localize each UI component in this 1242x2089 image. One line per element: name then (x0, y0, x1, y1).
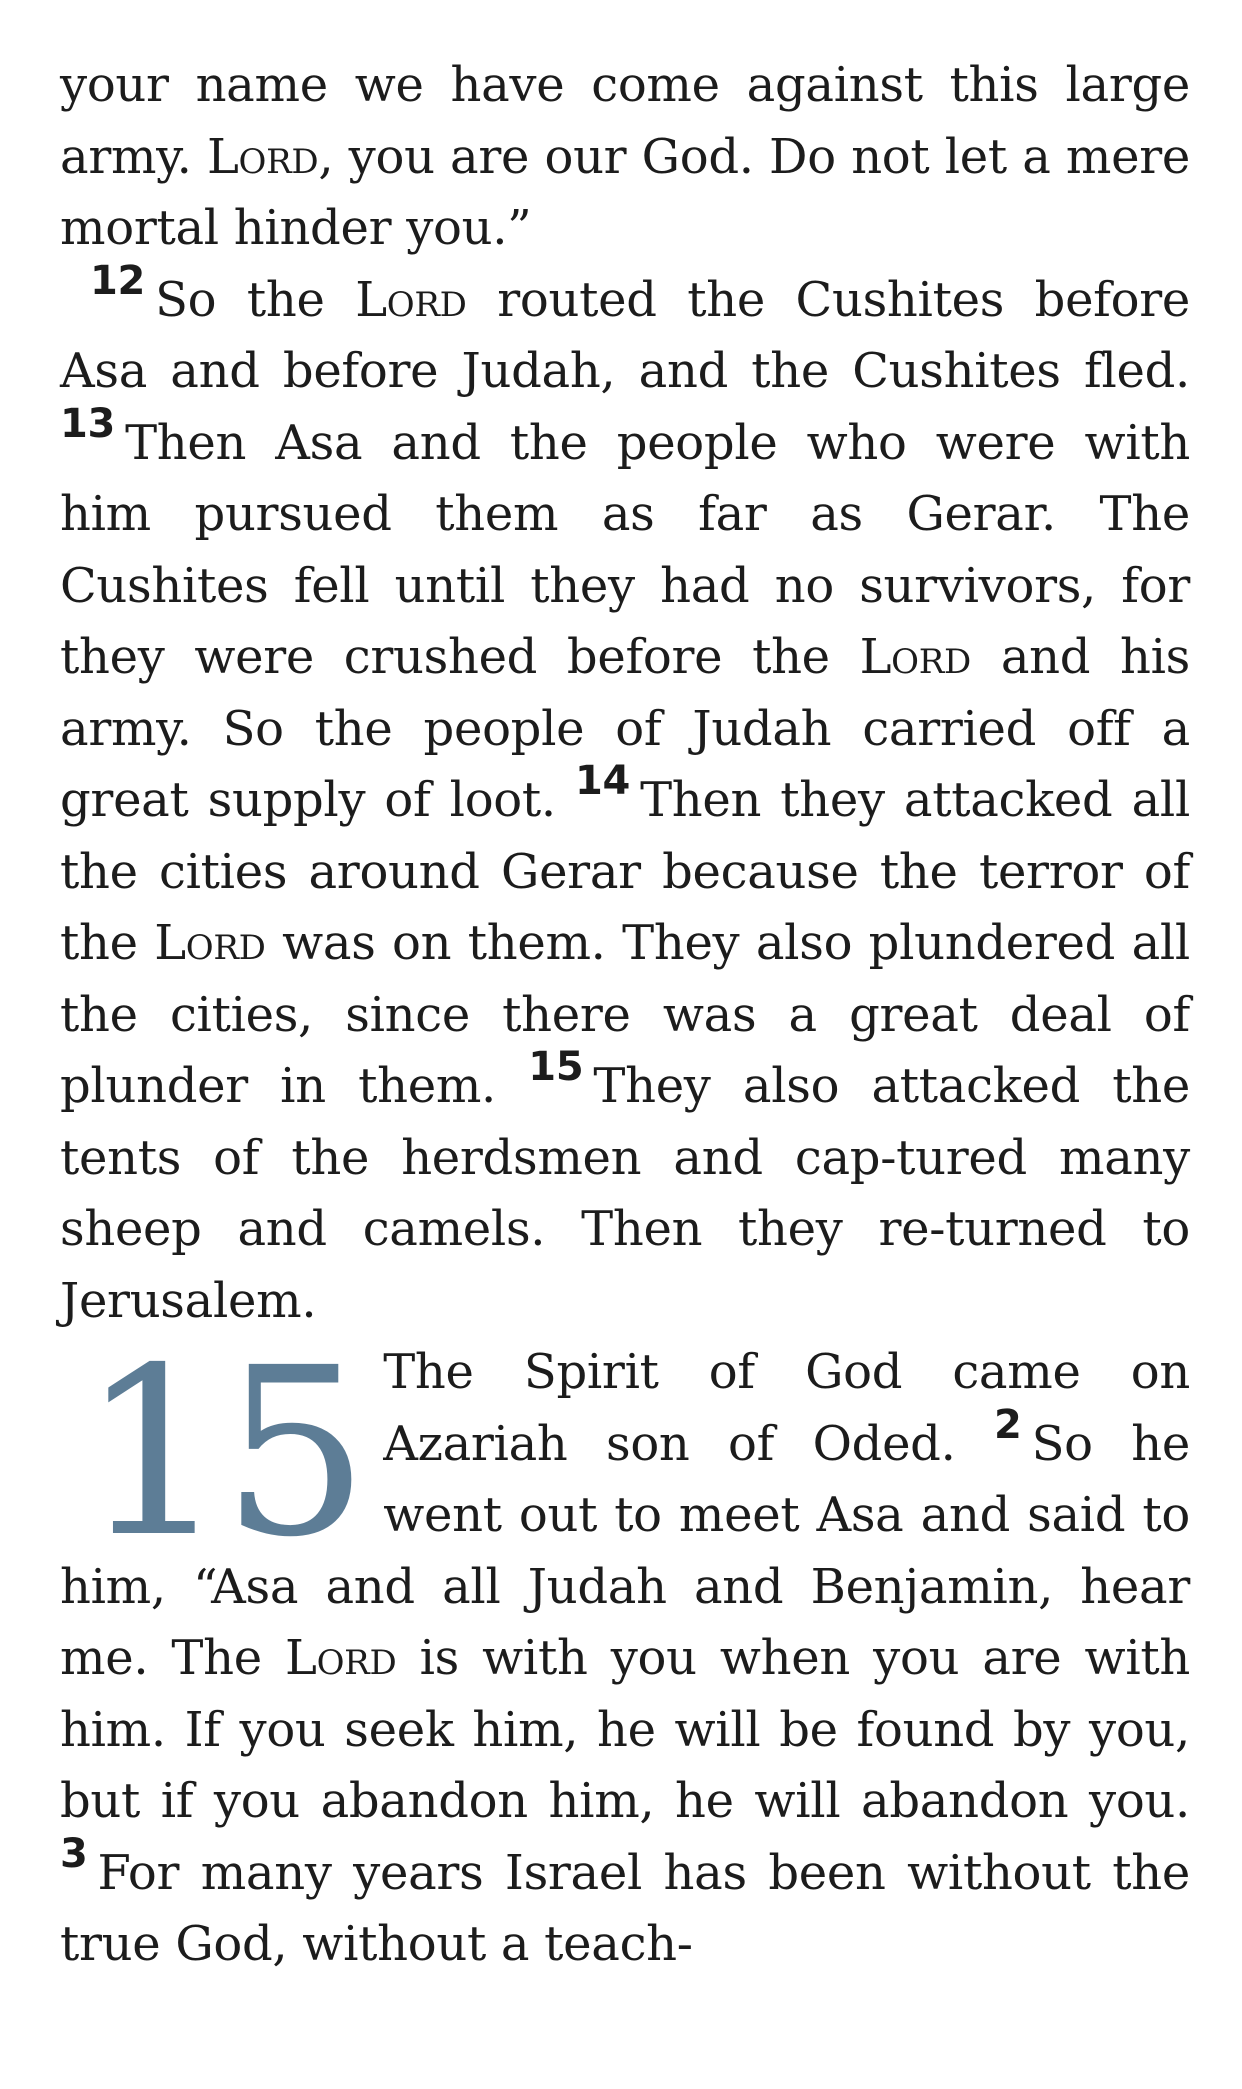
text-run: is with you when you are with him. If you seek him, he will be found by you, but if you abandon him, he will abandon you. (60, 1630, 1190, 1829)
lord-small-caps: Lord (355, 271, 467, 328)
paragraph-chapter-14-verse-11-end (60, 50, 1190, 265)
text-run: They also attacked the tents of the herdsmen and cap-tured many sheep and camels. Then they re-turned to Jerusalem. (60, 1058, 1191, 1329)
text-run: your name we have come against this large army. (60, 57, 1190, 185)
text-run: , you are our God. Do not let a mere mortal hinder you.” (60, 128, 1190, 256)
text-run: So the (155, 271, 356, 328)
lord-small-caps: Lord (154, 915, 266, 971)
scripture-page (60, 50, 1190, 1981)
lord-small-caps: Lord (206, 128, 319, 185)
lord-small-caps: Lord (859, 629, 972, 685)
paragraph-verses-12-15 (60, 257, 1191, 1338)
chapter-number-drop-cap: 15 (80, 1318, 364, 1588)
verse-number-3: 3 (60, 1830, 88, 1877)
lord-small-caps: Lord (285, 1630, 397, 1686)
text-run: was on them. They also plundered all the cities, since there was a great deal of plunder in them. (60, 915, 1190, 1114)
chapter-15-block (60, 1318, 1190, 1981)
verse-number-2: 2 (994, 1401, 1022, 1448)
verse-number-12: 12 (90, 257, 146, 304)
text-run: Then Asa and the people who were with him pursued them as far as Gerar. The Cushites fell until they had no survivors, for they were crushed before the (60, 414, 1190, 685)
text-run: and his army. So the people of Judah carried off a great supply of loot. (60, 629, 1190, 828)
text-run: So he went out to meet Asa and said to him, “Asa and all Judah and Benjamin, hear me. The (60, 1415, 1190, 1686)
verse-number-14: 14 (574, 758, 631, 804)
text-run: routed the Cushites before Asa and before Judah, and the Cushites fled. (60, 271, 1190, 399)
text-run: For many years Israel has been without the true God, without a teach- (60, 1844, 1190, 1972)
text-run: Then they attacked all the cities around Gerar because the terror of the (60, 772, 1190, 971)
verse-number-15: 15 (528, 1044, 584, 1090)
text-run: The Spirit of God came on Azariah son of Oded. (383, 1344, 1190, 1472)
verse-number-13: 13 (60, 400, 116, 447)
